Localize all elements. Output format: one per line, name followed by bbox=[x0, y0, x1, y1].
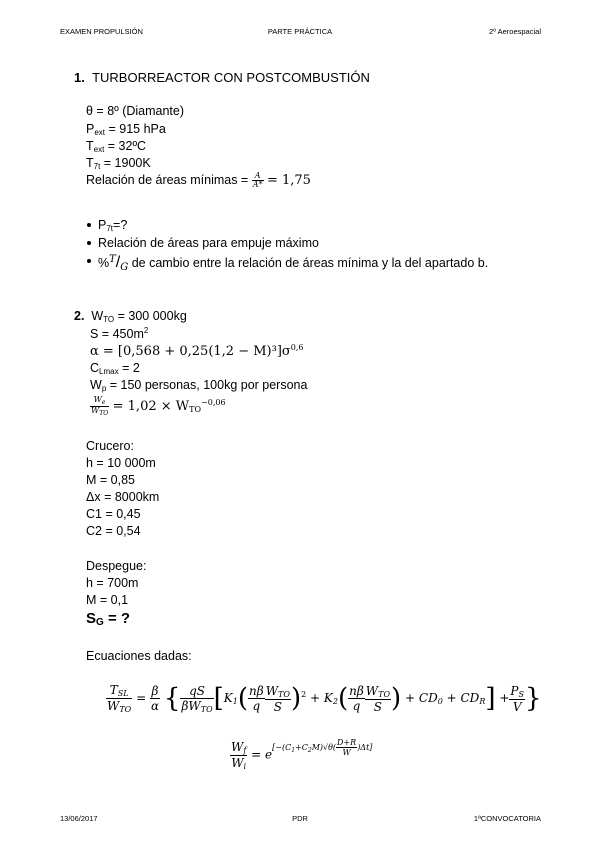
cruise-c2: C2 = 0,54 bbox=[86, 524, 141, 538]
footer-right: 1ªCONVOCATORIA bbox=[473, 814, 541, 823]
q2-number: 2. bbox=[74, 309, 85, 323]
q2-we-ratio: $\frac{W_e}{W_{TO}}$ = $1,02 \times W_{TO}^{-0,06}$ bbox=[91, 395, 226, 417]
q1-area-ratio: Relación de áreas mínimas = $\frac{A}{A*}$ = 1,75 bbox=[86, 171, 311, 189]
q1-theta: θ = 8º (Diamante) bbox=[86, 104, 185, 118]
cruise-m: M = 0,85 bbox=[86, 473, 135, 487]
q1-heading bbox=[74, 71, 370, 84]
cruise-h: h = 10 000m bbox=[86, 456, 156, 470]
equations-title: Ecuaciones dadas: bbox=[86, 649, 192, 663]
header-center: PARTE PRÁCTICA bbox=[267, 27, 333, 36]
takeoff-sg: $S_G$ = ? bbox=[86, 610, 131, 628]
q1-t7t: $T_{7t} = 1900K$ bbox=[86, 156, 151, 171]
cruise-dx: Δx = 8000km bbox=[86, 490, 160, 504]
q2-wp: $W_p = 150$ personas, 100kg por persona bbox=[90, 378, 308, 393]
header-left: EXAMEN PROPULSIÓN bbox=[60, 27, 143, 36]
q1-text: $T_{ext}$ = 32ºC bbox=[86, 139, 147, 154]
cruise-title: Crucero: bbox=[86, 439, 134, 453]
takeoff-m: M = 0,1 bbox=[86, 593, 129, 607]
footer-center: PDR bbox=[292, 814, 308, 823]
takeoff-title: Despegue: bbox=[86, 559, 147, 573]
footer-date: 13/06/2017 bbox=[60, 814, 98, 823]
q1-bullet-ratio: Relación de áreas para empuje máximo bbox=[98, 236, 319, 250]
q2-clmax: $C_{Lmax} = 2$ bbox=[90, 361, 140, 376]
q2-alpha: $\alpha = [0,568 + 0,25(1,2 - M)^3]\sigma^{0,6}$ bbox=[90, 343, 304, 359]
cruise-c1: C1 = 0,45 bbox=[86, 507, 141, 521]
q1-pext: $P_{ext} = 915$ hPa bbox=[86, 122, 166, 137]
q1-bullet-change: $\%^T/_G$ de cambio entre la relación de áreas mínima y la del apartado b. bbox=[98, 254, 489, 273]
header-right: 2º Aeroespacial bbox=[489, 27, 541, 36]
takeoff-h: h = 700m bbox=[86, 576, 139, 590]
q2-surface: $S = 450m^2$ bbox=[90, 326, 149, 341]
equation-thrust-to-weight: $\frac{T_{SL}}{W_{TO}}$ = $\frac{\beta}{\alpha}$ { $\frac{qS}{\beta W_{TO}}$ [$K_1$( $\frac{n\beta}{q}$ $\frac{W_{TO}}{S}$ )$^2 + K_2$( $\frac{n\beta}{q}$ $\frac{W_{TO}}{S}$ ) + $CD_0 + CD_R$] + $\frac{P_S}{V}$ } bbox=[107, 683, 542, 714]
area-ratio-value: = 1,75 bbox=[266, 172, 311, 188]
equation-fuel-fraction: $\frac{W_f}{W_i}$ = e[−(C1+C2M)√θ( D+R W )Δt] bbox=[231, 738, 373, 771]
q1-number: 1. bbox=[74, 70, 85, 85]
q2-wto: 2. $W_{TO} = 300$ 000kg bbox=[74, 309, 187, 324]
q1-title: TURBORREACTOR CON POSTCOMBUSTIÓN bbox=[92, 70, 370, 85]
q1-bullet-p7t: $P_{7t}=$? bbox=[98, 218, 128, 233]
